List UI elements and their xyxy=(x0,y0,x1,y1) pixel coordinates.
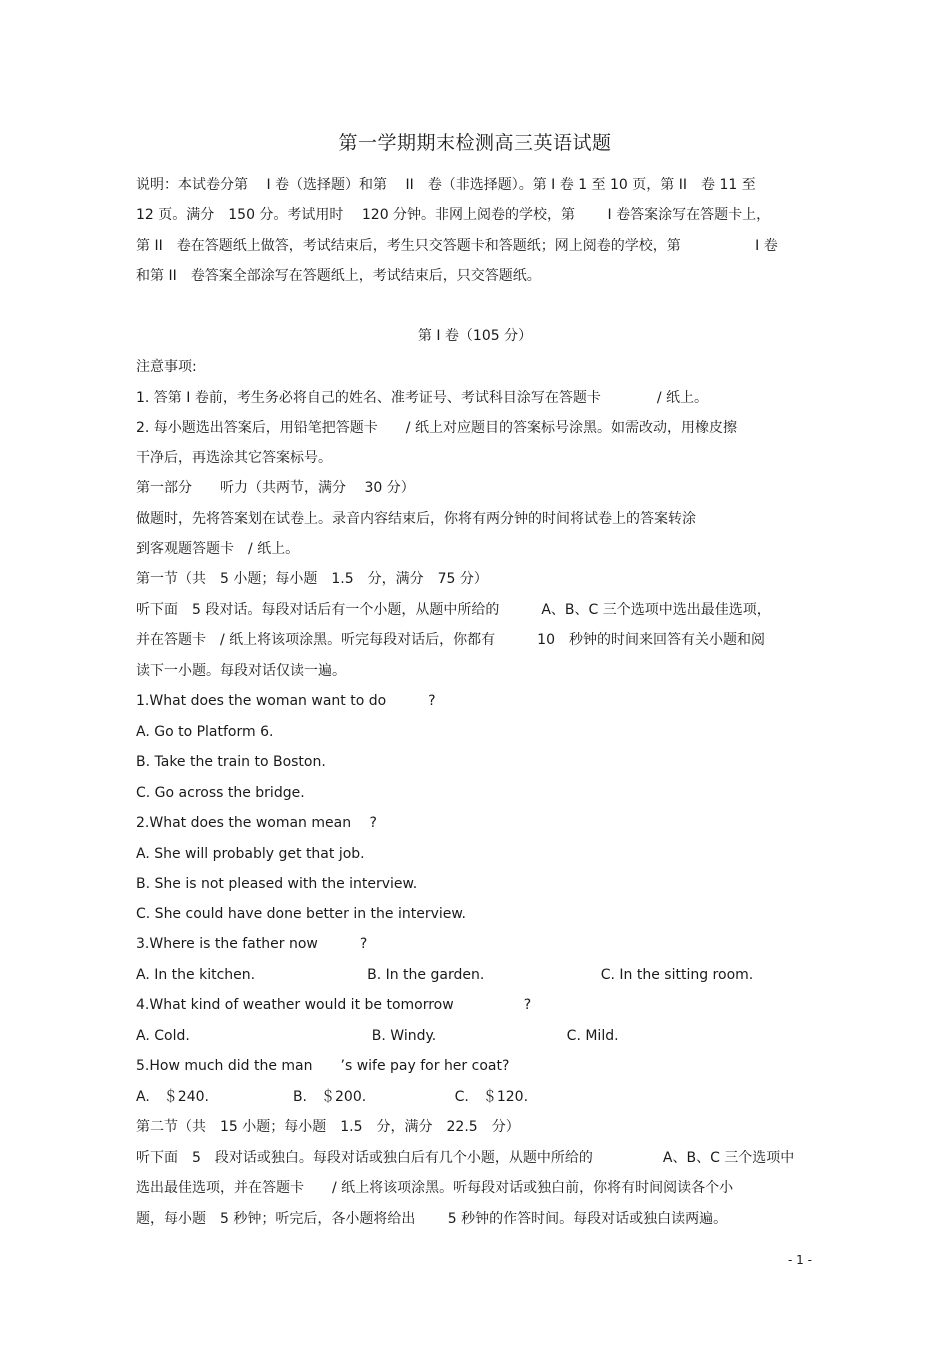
text-line: 到客观题答题卡 / 纸上。 xyxy=(136,541,300,557)
intro-line: 第 II 卷在答题纸上做答，考试结束后，考生只交答题卡和答题纸；网上阅卷的学校，第 I 卷 xyxy=(136,238,778,254)
answer-options-row: A. ＄240. B. ＄200. C. ＄120. xyxy=(136,1089,529,1105)
text-line: 读下一小题。每段对话仅读一遍。 xyxy=(136,663,346,679)
answer-option: B. Take the train to Boston. xyxy=(136,754,326,770)
intro-line: 和第 II 卷答案全部涂写在答题纸上，考试结束后，只交答题纸。 xyxy=(136,268,541,284)
question: 1.What does the woman want to do ? xyxy=(136,693,436,709)
answer-option: A. Go to Platform 6. xyxy=(136,724,274,740)
answer-option: B. She is not pleased with the interview. xyxy=(136,876,418,892)
page-number: - 1 - xyxy=(788,1253,812,1267)
document-title: 第一学期期末检测高三英语试题 xyxy=(338,132,612,154)
text-line: 听下面 5 段对话或独白。每段对话或独白后有几个小题，从题中所给的 A、B、C 三个选项中 xyxy=(136,1150,795,1166)
answer-options-row: A. In the kitchen. B. In the garden. C. In the sitting room. xyxy=(136,967,754,983)
section-part-heading: 第一部分 听力（共两节，满分 30 分） xyxy=(136,480,415,496)
answer-option: C. Go across the bridge. xyxy=(136,785,305,801)
question: 4.What kind of weather would it be tomorrow ? xyxy=(136,997,532,1013)
intro-line: 12 页。满分 150 分。考试用时 120 分钟。非网上阅卷的学校，第 I 卷答案涂写在答题卡上， xyxy=(136,207,771,223)
answer-option: C. She could have done better in the interview. xyxy=(136,906,467,922)
text-line: 听下面 5 段对话。每段对话后有一个小题，从题中所给的 A、B、C 三个选项中选出最佳选项， xyxy=(136,602,771,618)
section-heading: 第 I 卷（105 分） xyxy=(417,328,533,344)
text-line: 注意事项: xyxy=(136,359,197,375)
answer-option: A. She will probably get that job. xyxy=(136,846,365,862)
question: 5.How much did the man ’s wife pay for her coat? xyxy=(136,1058,510,1074)
text-line: 并在答题卡 / 纸上将该项涂黑。听完每段对话后，你都有 10 秒钟的时间来回答有关小题和阅 xyxy=(136,632,765,648)
text-line: 干净后，再选涂其它答案标号。 xyxy=(136,450,332,466)
subsection-heading: 第二节（共 15 小题；每小题 1.5 分，满分 22.5 分） xyxy=(136,1119,520,1135)
question: 2.What does the woman mean ? xyxy=(136,815,377,831)
subsection-heading: 第一节（共 5 小题；每小题 1.5 分，满分 75 分） xyxy=(136,571,488,587)
text-line: 选出最佳选项，并在答题卡 / 纸上将该项涂黑。听每段对话或独白前，你将有时间阅读各个小 xyxy=(136,1180,734,1196)
text-line: 1. 答第 I 卷前，考生务必将自己的姓名、准考证号、考试科目涂写在答题卡 / 纸上。 xyxy=(136,390,709,406)
text-line: 题，每小题 5 秒钟；听完后，各小题将给出 5 秒钟的作答时间。每段对话或独白读两遍。 xyxy=(136,1211,728,1227)
answer-options-row: A. Cold. B. Windy. C. Mild. xyxy=(136,1028,619,1044)
text-line: 做题时，先将答案划在试卷上。录音内容结束后，你将有两分钟的时间将试卷上的答案转涂 xyxy=(136,511,696,527)
question: 3.Where is the father now ? xyxy=(136,936,368,952)
intro-line: 说明：本试卷分第 I 卷（选择题）和第 II 卷（非选择题）。第 I 卷 1 至 10 页，第 II 卷 11 至 xyxy=(136,177,756,193)
text-line: 2. 每小题选出答案后，用铅笔把答题卡 / 纸上对应题目的答案标号涂黑。如需改动，用橡皮擦 xyxy=(136,420,737,436)
